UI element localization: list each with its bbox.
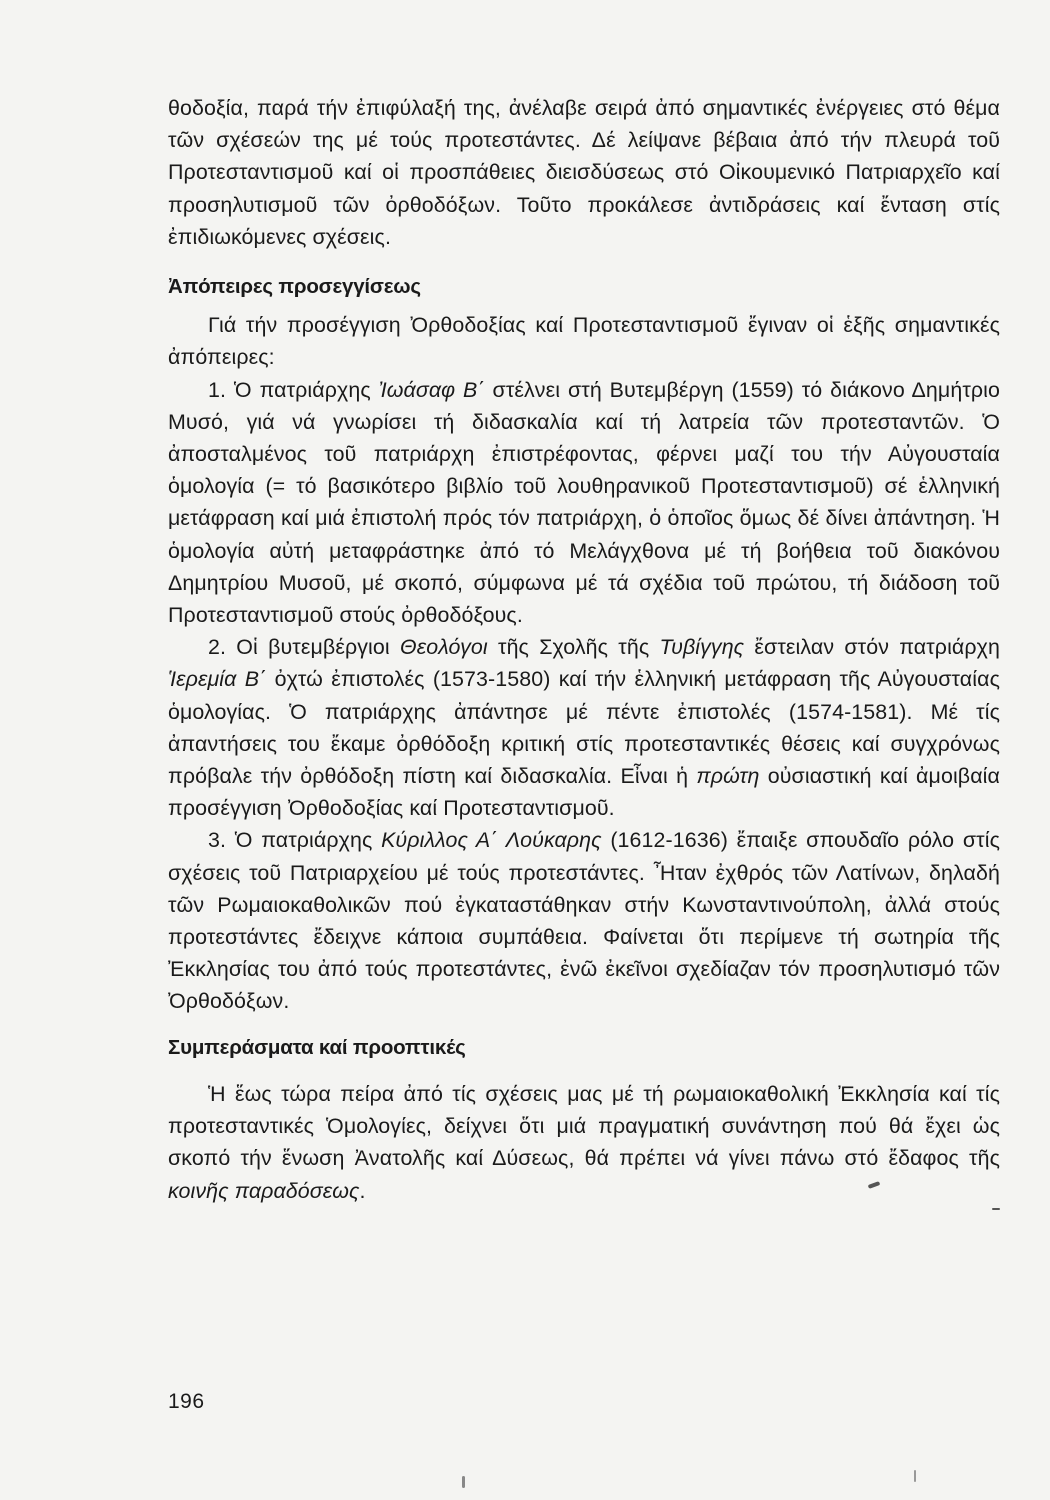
body-text	[168, 92, 1000, 1207]
italic-emphasis: κοινῆς παραδόσεως	[168, 1178, 360, 1203]
list-item-1: 1. Ὁ πατριάρχης Ἰωάσαφ Β΄ στέλνει στή Βυτεμβέργη (1559) τό διάκονο Δημήτριο Μυσό, γιά νά γνωρίσει τή διδασκαλία καί τή λατρεία τῶν προτεσταντῶν. Ὁ ἀποσταλμένος τοῦ πατριάρχη ἐπιστρέφοντας, φέρνει μαζί του τήν Αὐγουσταία ὁμολογία (= τό βασικότερο βιβλίο τοῦ λουθηρανικοῦ Προτεσταντισμοῦ) σέ ἑλληνική μετάφραση καί μιά ἐπιστολή πρός τόν πατριάρχη, ὁ ὁποῖος ὅμως δέ δίνει ἀπάντηση. Ἡ ὁμολογία αὐτή μεταφράστηκε ἀπό τό Μελάγχθονα μέ τή βοήθεια τοῦ διακόνου Δημητρίου Μυσοῦ, μέ σκοπό, σύμφωνα μέ τά σχέδια τοῦ πρώτου, τή διάδοση τοῦ Προτεσταντισμοῦ στούς ὀρθοδόξους.	[168, 377, 1000, 628]
list-item-2: 2. Οἱ βυτεμβέργιοι Θεολόγοι τῆς Σχολῆς τῆς Τυβίγγης ἔστειλαν στόν πατριάρχη Ἱερεμία Β΄ ὀχτώ ἐπιστολές (1573-1580) καί τήν ἑλληνική μετάφραση τῆς Αὐγουσταίας ὁμολογίας. Ὁ πατριάρχης ἀπάντησε μέ πέντε ἐπιστολές (1574-1581). Μέ τίς ἀπαντήσεις του ἔκαμε ὀρθόδοξη κριτική στίς προτεσταντικές θέσεις καί συγχρόνως πρόβαλε τήν ὀρθόδοξη πίστη καί διδασκαλία. Εἶναι ἡ πρώτη οὐσιαστική καί ἀμοιβαία προσέγγιση Ὀρθοδοξίας καί Προτεσταντισμοῦ.	[168, 635, 1000, 821]
list-item-3: 3. Ὁ πατριάρχης Κύριλλος Α΄ Λούκαρης (1612-1636) ἔπαιξε σπουδαῖο ρόλο στίς σχέσεις τοῦ Πατριαρχείου μέ τούς προτεστάντες. Ἦταν ἐχθρός τῶν Λατίνων, δηλαδή τῶν Ρωμαιοκαθολικῶν πού ἐγκαταστάθηκαν στήν Κωνσταντινούπολη, ἀλλά στούς προτεστάντες ἔδειχνε κάποια συμπάθεια. Φαίνεται ὅτι περίμενε τή σωτηρία τῆς Ἐκκλησίας του ἀπό τούς προτεστάντες, ἐνῶ ἐκεῖνοι σχεδίαζαν τόν προσηλυτισμό τῶν Ὀρθοδόξων.	[168, 828, 1000, 1014]
italic-name: Κύριλλος Α΄ Λούκαρης	[381, 828, 602, 853]
italic-name: Ἰωάσαφ Β΄	[378, 377, 485, 402]
paragraph-continuation: θοδοξία, παρά τήν ἐπιφύλαξή της, ἀνέλαβε σειρά ἀπό σημαντικές ἐνέργειες στό θέμα τῶν σχέσεών της μέ τούς προτεστάντες. Δέ λείψανε βέβαια ἀπό τήν πλευρά τοῦ Προτεσταντισμοῦ καί οἱ προσπάθειες διεισδύσεως στό Οἰκουμενικό Πατριαρχεῖο καί προσηλυτισμοῦ τῶν ὀρθοδόξων. Τοῦτο προκάλεσε ἀντιδράσεις καί ἔνταση στίς ἐπιδιωκόμενες σχέσεις.	[168, 96, 1000, 249]
paragraph-conclusion: Ἡ ἕως τώρα πείρα ἀπό τίς σχέσεις μας μέ τή ρωμαιοκαθολική Ἐκκλησία καί τίς προτεσταντικές Ὁμολογίες, δείχνει ὅτι μιά πραγματική συνάντηση πού θά ἔχει ὡς σκοπό τήν ἕνωση Ἀνατολῆς καί Δύσεως, θά πρέπει νά γίνει πάνω στό ἔδαφος τῆς κοινῆς παραδόσεως.	[168, 1081, 1000, 1203]
italic-name: Θεολόγοι	[399, 635, 488, 660]
paragraph-intro-attempts: Γιά τήν προσέγγιση Ὀρθοδοξίας καί Προτεσταντισμοῦ ἔγιναν οἱ ἑξῆς σημαντικές ἀπόπειρες:	[168, 313, 1000, 370]
italic-emphasis: πρώτη	[696, 764, 760, 789]
scan-speck	[462, 1476, 465, 1488]
scan-speck	[914, 1470, 916, 1482]
section-heading-conclusions: Συμπεράσματα καί προοπτικές	[168, 1035, 466, 1059]
section-heading-attempts: Ἀπόπειρες προσεγγίσεως	[168, 275, 421, 299]
scan-speck	[992, 1208, 1000, 1210]
page-number: 196	[168, 1390, 205, 1413]
italic-name: Ἱερεμία Β΄	[168, 667, 267, 692]
italic-name: Τυβίγγης	[659, 635, 745, 660]
